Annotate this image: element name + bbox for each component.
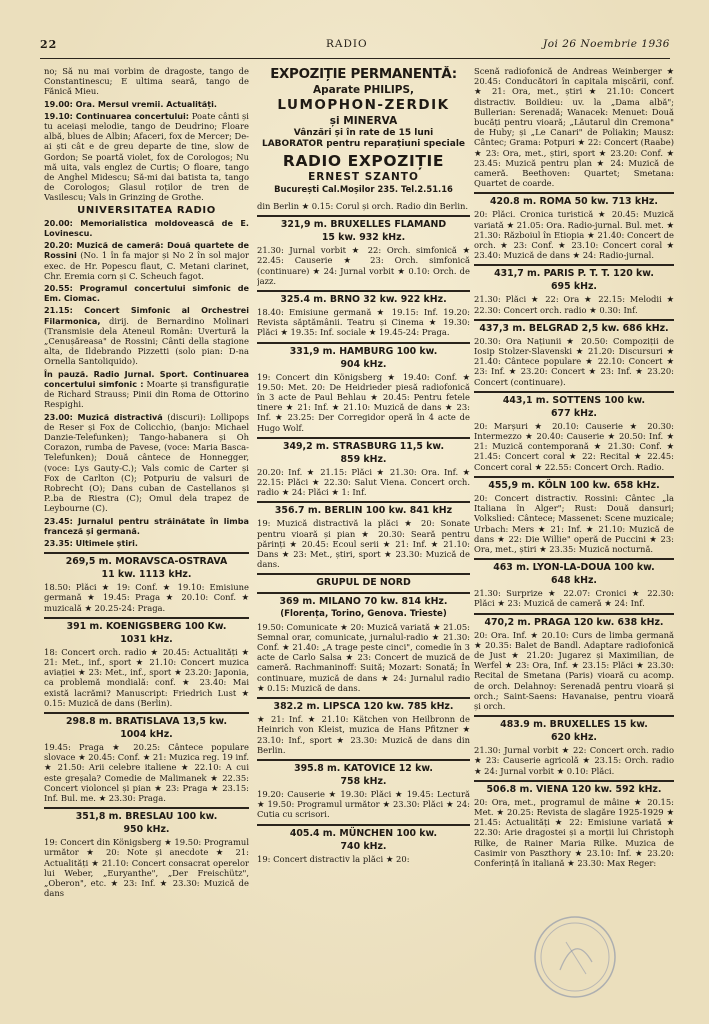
station-frequency: (Florența, Torino, Genova. Trieste) bbox=[280, 609, 447, 620]
station-divider bbox=[257, 437, 470, 439]
station-heading-369-m-milano-70-kw-814-khz: 369 m. MILANO 70 kw. 814 kHz. bbox=[279, 596, 448, 608]
ad-brand-minerva: și MINERVA bbox=[329, 115, 398, 127]
station-heading-269-5-m-moravsca-ostrava: 269,5 m. MORAVSCA-OSTRAVA bbox=[65, 556, 228, 568]
ad-sales-terms: Vânzări și în rate de 15 luni bbox=[293, 128, 434, 138]
program-time-title: 23.00: Muzică distractivă bbox=[44, 411, 163, 422]
station-heading-420-8-m-roma-50-kw-713-khz: 420.8 m. ROMA 50 kw. 713 kHz. bbox=[490, 196, 658, 208]
station-heading-382-2-m-lipsca-120-kw-785-khz: 382.2 m. LIPSCA 120 kw. 785 kHz. bbox=[273, 701, 454, 713]
station-divider bbox=[44, 552, 249, 554]
station-heading-321-9-m-bruxelles-flamand: 321,9 m. BRUXELLES FLAMAND bbox=[280, 219, 447, 231]
station-heading-325-4-m-brno-32-kw-922-khz: 325.4 m. BRNO 32 kw. 922 kHz. bbox=[280, 294, 447, 306]
program-entry bbox=[44, 516, 249, 536]
station-divider bbox=[257, 759, 470, 761]
program-entry bbox=[257, 201, 470, 211]
station-heading-483-9-m-bruxelles-15-kw: 483.9 m. BRUXELLES 15 kw. bbox=[500, 719, 648, 731]
station-divider bbox=[474, 780, 674, 782]
station-divider bbox=[474, 319, 674, 321]
station-program: 20: Concert distractiv. Rossini: Cântec „la Italiana în Alger"; Rust: Două dansuri; Volkslied: Cântece; Massenet: Scene muzicale; Urbach: Mers ★ 21: Inf. ★ 21.10: Muzică de dans ★ 22: Die Willie" operă de Puccini ★ 23: Ora, met., știri ★ 23.35: Muzică nocturnă. bbox=[474, 492, 674, 554]
station-heading-506-8-m-viena-120-kw-592-khz: 506.8 m. VIENA 120 kw. 592 kHz. bbox=[486, 783, 662, 795]
program-time-title: 19.10: Continuarea concertului: bbox=[44, 110, 190, 121]
station-frequency: 904 kHz. bbox=[340, 358, 387, 370]
program-text: (discuri): Lollipops de Reser și Fox de Colicchio, (banjo: Michael Danzie-Telefunken); Tango-habanera și Oh Corazon, rumba de Pavese, (voce: Maria Basca-Telefunken); Două cântece de Honnegger, (voce: Lys Gauty-C.); Vals comic de Carter și Fox de Carlton (C); Potpuriu de valsuri de Robrecht (O); Dans cuban de Castellanos și P..ba de Riestra (C); Omul dela trapez de Leybourne (C). bbox=[44, 411, 249, 514]
advertisement-box bbox=[257, 66, 470, 195]
station-divider bbox=[474, 613, 674, 615]
program-entry bbox=[474, 66, 674, 188]
station-frequency: 859 kHz. bbox=[340, 453, 387, 465]
station-frequency: 620 kHz. bbox=[551, 732, 597, 744]
station-divider bbox=[257, 501, 470, 503]
program-text: Poate cânti și tu aceiași melodie, tango de Deudrino; Floare albă, blues de Albin; Afaceri, fox de Mercer; De-ai ști cât e de greu departe de tine, slow de Gordon; Se poartă violet, fox de Corologos; Nu mă uita, vals englez de Curtis; O floare, tango de Anghel Midescu; Să-mi dai batista ta, tango de Corologos; Glasul roților de tren de Vasilescu; Vals in Grinzing de Grothe. bbox=[44, 110, 249, 203]
station-divider bbox=[257, 824, 470, 826]
program-time-title: 20.55: Programul concertului simfonic de Em. Ciomac. bbox=[44, 283, 249, 304]
program-entry bbox=[44, 240, 249, 281]
column-right bbox=[474, 66, 674, 870]
program-entry bbox=[44, 66, 249, 97]
program-time-title: 20.00: Memorialistica moldovească de E. Lovinescu. bbox=[44, 217, 249, 239]
program-time-title: 23.35: Ultimele știri. bbox=[44, 537, 138, 548]
program-time-title: 21.15: Concert Simfonic al Orchestrei Filarmonica, bbox=[44, 305, 249, 326]
station-program: 21.30: Surprize ★ 22.07: Cronici ★ 22.30: Plăci ★ 23: Muzică de cameră ★ 24: Inf. bbox=[474, 588, 674, 609]
ad-brands-line: Aparate PHILIPS, bbox=[312, 84, 415, 96]
station-program: 21.30: Jurnal vorbit ★ 22: Concert orch. radio ★ 23: Causerie agricolă ★ 23.15: Orch. radio ★ 24: Jurnal vorbit ★ 0.10: Plăci. bbox=[474, 745, 674, 776]
program-text: (No. 1 în fa major și No 2 în sol major exec. de Hr. Popescu flaut, C. Metani clarinet, Chr. Eremia corn și C. Scheuch fagot. bbox=[44, 250, 249, 281]
station-divider bbox=[44, 807, 249, 809]
station-program: 19.20: Causerie ★ 19.30: Plăci ★ 19.45: Lectură ★ 19.50: Programul următor ★ 23.30: Plăci ★ 24: Cutia cu scrisori. bbox=[257, 788, 470, 820]
station-program: 21.30: Jurnal vorbit ★ 22: Orch. simfonică ★ 22.45: Causerie ★ 23: Orch. simfonică (continuare) ★ 24: Jurnal vorbit ★ 0.10: Orch. de jazz. bbox=[257, 245, 470, 286]
library-stamp bbox=[530, 912, 620, 1002]
ad-headline: EXPOZIȚIE PERMANENTĂ: bbox=[270, 67, 457, 82]
program-time-title: 20.20: Muzică de cameră: Două quartete de Rossini bbox=[44, 240, 249, 261]
station-program: 19: Concert distractiv la plăci ★ 20: bbox=[257, 853, 410, 864]
station-program: 20: Ora, met., programul de mâine ★ 20.15: Met. ★ 20.25: Revista de slagăre 1925-1929 ★ 21.45: Actualități ★ 22: Emisiune variată ★ 22.30: Arie dragostei și a morții lui Christoph Rilke, de Rainer Maria Rilke. Muzica de Casimir von Paszthory ★ 23.10: Inf. ★ 23.20: Conferință în italiană ★ 23.30: Max Reger: bbox=[474, 796, 674, 868]
magazine-title: RADIO bbox=[326, 38, 368, 50]
station-divider bbox=[44, 712, 249, 714]
station-program: 20: Ora. Inf. ★ 20.10: Curs de limba germană ★ 20.35: Balet de Bandl. Adaptare radiofonică de Just ★ 21.20: Jugarez și Maximilian, de Werfel ★ 23: Ora, Inf. ★ 23.15: Plăci ★ 23.30: Recital de Smetana (Paris) vioară cu acomp. de orch. Delahnoy: Serenadă pentru vioară și orch.; Saint-Saens: Havanaise, pentru vioară și orch. bbox=[474, 629, 674, 711]
station-frequency: 15 kw. 932 kHz. bbox=[321, 232, 406, 244]
program-text: dirij. de Bernardino Molinari (Transmisie dela Ateneul Român: Uvertură la „Cenușăreasa" de Rossini; Cânti della stagione alta, de Ildebrando Pizzetti (solo pian: D-na Ornella Santoliquido). bbox=[44, 315, 249, 367]
station-heading-463-m-lyon-la-doua-100-kw: 463 m. LYON-LA-DOUA 100 kw. bbox=[493, 562, 655, 574]
station-heading-470-2-m-praga-120-kw-638-khz: 470,2 m. PRAGA 120 kw. 638 kHz. bbox=[484, 616, 664, 628]
station-divider bbox=[257, 697, 470, 699]
page-number: 22 bbox=[40, 38, 58, 51]
page-header bbox=[40, 38, 670, 56]
station-heading-331-9-m-hamburg-100-kw: 331,9 m. HAMBURG 100 kw. bbox=[289, 345, 438, 357]
station-program: 18.50: Plăci ★ 19: Conf. ★ 19.10: Emisiune germană ★ 19.45: Praga ★ 20.10: Conf. ★ muzicală ★ 20.25-24: Praga. bbox=[44, 582, 249, 613]
station-frequency: 758 kHz. bbox=[340, 775, 387, 787]
station-divider bbox=[474, 715, 674, 717]
issue-date: Joi 26 Noembrie 1936 bbox=[543, 38, 670, 50]
station-frequency: 950 kHz. bbox=[123, 824, 170, 836]
station-program: 21.30: Plăci ★ 22: Ora ★ 22.15: Melodii ★ 22.30: Concert orch. radio ★ 0.30: Inf. bbox=[474, 294, 674, 315]
station-frequency: 1004 kHz. bbox=[120, 728, 173, 740]
station-program: 20.20: Inf. ★ 21.15: Plăci ★ 21.30: Ora. Inf. ★ 22.15: Plăci ★ 22.30: Salut Viena. Concert orch. radio ★ 24: Plăci ★ 1: Inf. bbox=[257, 466, 470, 498]
program-text: Moarte și transfigurație de Richard Strauss; Pinii din Roma de Ottorino Respighi. bbox=[44, 378, 249, 410]
station-heading-443-1-m-sottens-100-kw: 443,1 m. SOTTENS 100 kw. bbox=[502, 394, 646, 406]
program-entry bbox=[44, 111, 249, 203]
program-entry bbox=[44, 538, 249, 548]
station-frequency: 695 kHz. bbox=[551, 281, 597, 293]
program-time-title: În pauză. Radio Jurnal. Sport. Continuarea concertului simfonic : bbox=[44, 368, 249, 389]
column-left bbox=[44, 66, 249, 900]
ad-laboratory: LABORATOR pentru reparațiuni speciale bbox=[261, 139, 466, 149]
station-heading-431-7-m-paris-p-t-t-120-kw: 431,7 m. PARIS P. T. T. 120 kw. bbox=[494, 268, 654, 280]
program-entry bbox=[44, 412, 249, 514]
station-heading-391-m-koenigsberg-100-kw: 391 m. KOENIGSBERG 100 Kw. bbox=[66, 620, 227, 632]
program-time-title: 19.00: Ora. Mersul vremii. Actualități. bbox=[44, 98, 217, 109]
station-divider bbox=[474, 264, 674, 266]
station-frequency: 1031 kHz. bbox=[120, 633, 173, 645]
station-heading-grupul-de-nord: GRUPUL DE NORD bbox=[316, 577, 411, 589]
station-heading-437-3-m-belgrad-2-5-kw-686-khz: 437,3 m. BELGRAD 2,5 kw. 686 kHz. bbox=[479, 322, 669, 334]
ad-shop-name: RADIO EXPOZIȚIE bbox=[282, 152, 445, 170]
station-heading-455-9-m-k-ln-100-kw-658-khz: 455,9 m. KÖLN 100 kw. 658 kHz. bbox=[488, 479, 660, 491]
station-program: 20: Marșuri ★ 20.10: Causerie ★ 20.30: Intermezzo ★ 20.40: Causerie ★ 20.50: Inf. ★ 21: Muzică contemporană ★ 21.30: Conf. ★ 21.45: Concert coral ★ 22: Recital ★ 22.45: Concert coral ★ 22.55: Concert Orch. Radio. bbox=[474, 420, 674, 472]
station-program: 20: Plăci. Cronica turistică ★ 20.45: Muzică variată ★ 21.05: Ora. Radio-jurnal. Bul. met. ★ 21.30: Războiul în Etiopia ★ 21.40: Concert de orch. ★ 23: Conf. ★ 23.10: Concert coral ★ 23.40: Muzică de dans ★ 24: Radio-jurnal. bbox=[474, 209, 674, 261]
program-text: Scenă radiofonică de Andreas Weinberger ★ 20.45: Conducători în capitala mișcării, conf. ★ 21: Ora, met., știri ★ 21.10: Concert distractiv. Boildieu: uv. la „Dama albă"; Bullerian: Serenadă; Wanacek: Menuet: Două bucăți pentru vioară; „Lăutarul din Cremona" de Huby; și „Le Canari" de Poliakin; Mausz: Cântec; Grama: Potpuri ★ 22: Concert (Raabe) ★ 23: Ora, met., știri, sport ★ 23.20: Conf. ★ 23.45: Muzică pentru plan ★ 24: Muzică de cameră. Beethoven: Quartet; Smetana: Quartet de coarde. bbox=[474, 66, 674, 189]
program-entry bbox=[44, 305, 249, 366]
station-program: 19: Concert din Königsberg ★ 19.40: Conf. ★ 19.50: Met. 20: De Heidrieder piesă radiofonică în 3 acte de Paul Behlau ★ 20.45: Pentru fetele tinere ★ 21: Inf. ★ 21.10: Muzică de dans ★ 23: Inf. ★ 23.25: Der Corregidor operă în 4 acte de Hugo Wolf. bbox=[257, 371, 470, 433]
station-divider bbox=[257, 592, 470, 594]
station-heading-405-4-m-m-nchen-100-kw: 405.4 m. MÜNCHEN 100 kw. bbox=[289, 827, 438, 839]
station-heading-349-2-m-strasburg-11-5-kw: 349,2 m. STRASBURG 11,5 kw. bbox=[282, 440, 445, 452]
program-entry bbox=[44, 99, 249, 109]
station-frequency: 11 kw. 1113 kHz. bbox=[101, 569, 192, 581]
ad-brand-lumophon: LUMOPHON-ZERDIK bbox=[277, 97, 450, 113]
station-divider bbox=[474, 391, 674, 393]
station-frequency: 648 kHz. bbox=[551, 575, 597, 587]
station-heading-351-8-m-breslau-100-kw: 351,8 m. BRESLAU 100 kw. bbox=[75, 811, 218, 823]
station-program: 18.40: Emisiune germană ★ 19.15: Inf. 19.20: Revista săptămânii. Teatru și Cinema ★ 19.30: Plăci ★ 19.35: Inf. sociale ★ 19.45-24: Praga. bbox=[257, 307, 470, 338]
station-program: 20.30: Ora Națiunii ★ 20.50: Compoziții de Iosip Stolzer-Slavenski ★ 21.20: Discursuri ★ 21.40: Cântece populare ★ 22.10: Concert ★ 23: Inf. ★ 23.20: Concert ★ 23: Inf. ★ 23.20: Concert (continuare). bbox=[474, 335, 674, 387]
program-entry bbox=[44, 369, 249, 410]
station-divider bbox=[257, 290, 470, 292]
ad-owner: ERNEST SZANTO bbox=[308, 171, 419, 183]
program-text: din Berlin ★ 0.15: Corul și orch. Radio din Berlin. bbox=[257, 201, 469, 211]
station-divider bbox=[474, 558, 674, 560]
station-program: 19: Concert din Königsberg ★ 19.50: Programul următor ★ 20: Note și anecdote ★ 21: Actualități ★ 21.10: Concert consacrat operelor lui Weber, „Euryanthe", „Der Freischütz", „Oberon", etc. ★ 23: Inf. ★ 23.30: Muzică de dans bbox=[44, 837, 249, 899]
station-program: 19.45: Praga ★ 20.25: Cântece populare slovace ★ 20.45: Conf. ★ 21: Muzica reg. 19 inf. ★ 21.50: Arii celebre italiene ★ 22.10: A cui este greșala? Comedie de Malimanek ★ 22.35: Concert violoncel și pian ★ 23: Praga ★ 23.15: Inf. Bul. me. ★ 23.30: Praga. bbox=[44, 741, 249, 803]
station-program: 19: Muzică distractivă la plăci ★ 20: Sonate pentru vioară și pian ★ 20.30: Seară pentru părinți ★ 20.45: Ecoul serii ★ 21: Inf. ★ 21.10: Dans ★ 23: Met., știri, sport ★ 23.30: Muzică de dans. bbox=[257, 518, 470, 570]
program-entry bbox=[44, 283, 249, 303]
program-entry bbox=[44, 218, 249, 238]
header-rule bbox=[40, 58, 670, 59]
program-text: no; Să nu mai vorbim de dragoste, tango de Constantinescu; E ultima seară, tango de Fănică Mieu. bbox=[44, 66, 249, 97]
station-frequency: 677 kHz. bbox=[551, 407, 597, 419]
column-middle bbox=[257, 66, 470, 866]
program-time-title: 23.45: Jurnalul pentru străinătate în limba franceză și germană. bbox=[44, 515, 249, 536]
station-program: ★ 21: Inf. ★ 21.10: Kätchen von Heilbronn de Heinrich von Kleist, muzica de Hans Pfitzner ★ 23.10: Inf., sport ★ 23.30: Muzică de dans din Berlin. bbox=[257, 714, 470, 755]
station-program: 19.50: Comunicate ★ 20: Muzică variată ★ 21.05: Semnal orar, comunicate, jurnalul-radio ★ 21.30: Conf. ★ 21.40: „A trage peste cinci", comedie în 3 acte de Carlo Salsa ★ 23: Concert de muzică de cameră. Rachmaninoff: Suită; Mozart: Sonată; În continuare, muzică de dans ★ 24: Jurnalul radio ★ 0.15: Muzică de dans. bbox=[257, 621, 470, 693]
station-divider bbox=[257, 573, 470, 575]
station-program: 18: Concert orch. radio ★ 20.45: Actualități ★ 21: Met., inf., sport ★ 21.10: Concert muzica aviației ★ 23: Met., inf., sport ★ 23.20: Japonia, ca problemă mondială: conf. ★ 23.40: Mai există lacrămi? Manuscript: Friedrich Lust ★ 0.15: Muzică de dans (Berlin). bbox=[44, 646, 249, 708]
station-divider bbox=[257, 215, 470, 217]
ad-address: București Cal.Moșilor 235. Tel.2.51.16 bbox=[274, 184, 453, 194]
station-divider bbox=[474, 476, 674, 478]
station-heading-298-8-m-bratislava-13-5-kw: 298.8 m. BRATISLAVA 13,5 kw. bbox=[65, 715, 228, 727]
station-divider bbox=[474, 192, 674, 194]
station-frequency: 740 kHz. bbox=[340, 840, 387, 852]
middle-listings bbox=[257, 201, 470, 864]
station-divider bbox=[44, 617, 249, 619]
station-heading-395-8-m-katovice-12-kw: 395.8 m. KATOVICE 12 kw. bbox=[294, 762, 433, 774]
station-heading-356-7-m-berlin-100-kw-841-khz: 356.7 m. BERLIN 100 kw. 841 kHz bbox=[274, 505, 453, 517]
section-title: UNIVERSITATEA RADIO bbox=[77, 204, 216, 216]
station-divider bbox=[257, 342, 470, 344]
